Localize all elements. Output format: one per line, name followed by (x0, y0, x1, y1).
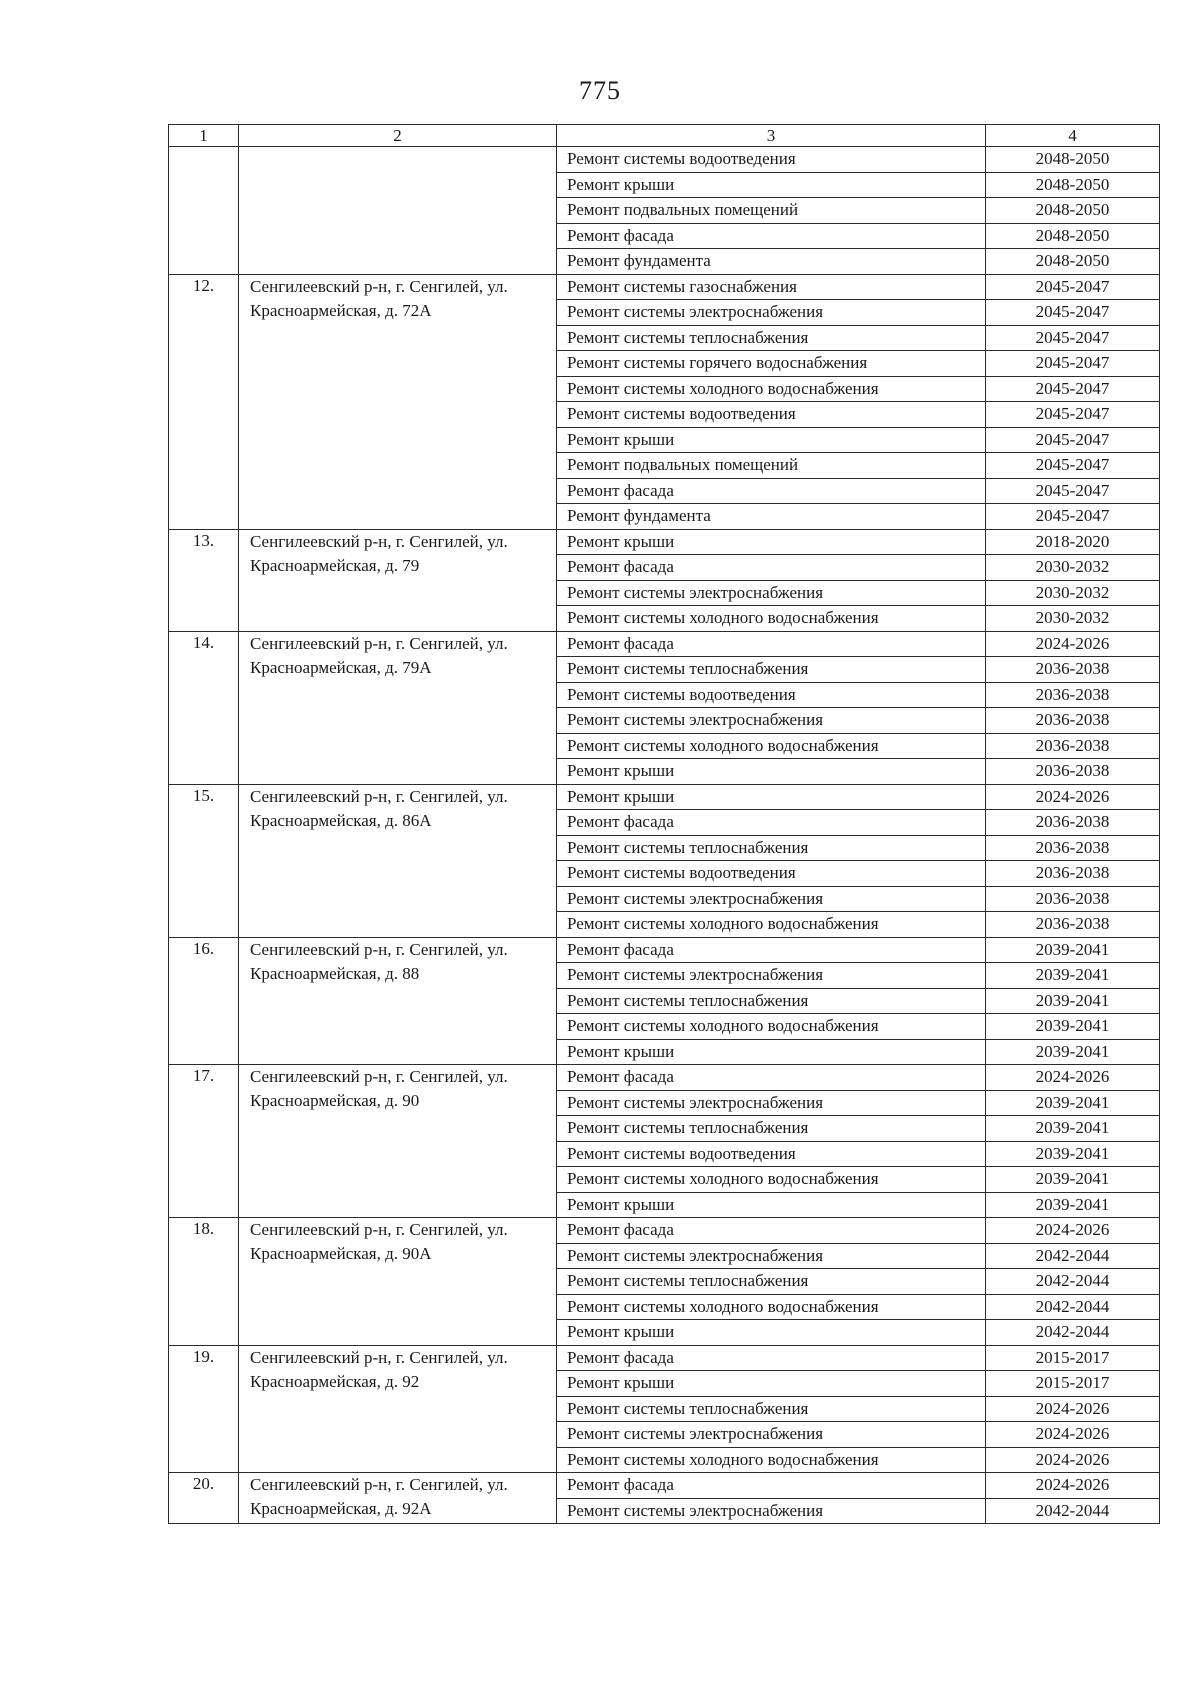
row-number-cell: 15. (169, 784, 239, 937)
period-cell: 2042-2044 (986, 1498, 1160, 1524)
work-type-cell: Ремонт фасада (557, 1345, 986, 1371)
period-cell: 2042-2044 (986, 1294, 1160, 1320)
work-type-cell: Ремонт системы водоотведения (557, 147, 986, 173)
work-type-cell: Ремонт системы электроснабжения (557, 1422, 986, 1448)
work-type-cell: Ремонт системы электроснабжения (557, 708, 986, 734)
table-row (169, 529, 1160, 555)
period-cell: 2024-2026 (986, 1447, 1160, 1473)
work-type-cell: Ремонт фасада (557, 937, 986, 963)
period-cell: 2036-2038 (986, 912, 1160, 938)
work-type-cell: Ремонт системы электроснабжения (557, 963, 986, 989)
period-cell: 2045-2047 (986, 453, 1160, 479)
work-type-cell: Ремонт фундамента (557, 504, 986, 530)
work-type-cell: Ремонт системы теплоснабжения (557, 657, 986, 683)
period-cell: 2036-2038 (986, 861, 1160, 887)
period-cell: 2042-2044 (986, 1320, 1160, 1346)
period-cell: 2045-2047 (986, 427, 1160, 453)
period-cell: 2042-2044 (986, 1243, 1160, 1269)
period-cell: 2015-2017 (986, 1371, 1160, 1397)
period-cell: 2036-2038 (986, 733, 1160, 759)
table-row (169, 631, 1160, 657)
period-cell: 2048-2050 (986, 172, 1160, 198)
work-type-cell: Ремонт системы холодного водоснабжения (557, 606, 986, 632)
row-number-cell: 18. (169, 1218, 239, 1346)
column-header-1: 1 (169, 125, 239, 147)
table-body (169, 147, 1160, 1524)
work-type-cell: Ремонт системы электроснабжения (557, 886, 986, 912)
work-type-cell: Ремонт системы холодного водоснабжения (557, 1014, 986, 1040)
period-cell: 2024-2026 (986, 1422, 1160, 1448)
period-cell: 2039-2041 (986, 1167, 1160, 1193)
work-type-cell: Ремонт крыши (557, 759, 986, 785)
work-type-cell: Ремонт подвальных помещений (557, 198, 986, 224)
address-cell: Сенгилеевский р-н, г. Сенгилей, ул. Красноармейская, д. 86А (239, 784, 557, 937)
work-type-cell: Ремонт крыши (557, 172, 986, 198)
table-row (169, 274, 1160, 300)
address-cell: Сенгилеевский р-н, г. Сенгилей, ул. Красноармейская, д. 92А (239, 1473, 557, 1524)
work-type-cell: Ремонт крыши (557, 1371, 986, 1397)
period-cell: 2036-2038 (986, 810, 1160, 836)
address-cell: Сенгилеевский р-н, г. Сенгилей, ул. Красноармейская, д. 88 (239, 937, 557, 1065)
period-cell: 2039-2041 (986, 1090, 1160, 1116)
period-cell: 2036-2038 (986, 759, 1160, 785)
period-cell: 2045-2047 (986, 478, 1160, 504)
address-cell: Сенгилеевский р-н, г. Сенгилей, ул. Красноармейская, д. 72А (239, 274, 557, 529)
work-type-cell: Ремонт крыши (557, 1039, 986, 1065)
work-type-cell: Ремонт системы теплоснабжения (557, 1116, 986, 1142)
period-cell: 2045-2047 (986, 274, 1160, 300)
work-type-cell: Ремонт системы теплоснабжения (557, 1396, 986, 1422)
row-number-cell: 14. (169, 631, 239, 784)
work-type-cell: Ремонт системы холодного водоснабжения (557, 376, 986, 402)
period-cell: 2030-2032 (986, 580, 1160, 606)
address-cell: Сенгилеевский р-н, г. Сенгилей, ул. Красноармейская, д. 90А (239, 1218, 557, 1346)
period-cell: 2036-2038 (986, 657, 1160, 683)
row-number-cell: 19. (169, 1345, 239, 1473)
work-type-cell: Ремонт фасада (557, 223, 986, 249)
period-cell: 2048-2050 (986, 223, 1160, 249)
work-type-cell: Ремонт системы теплоснабжения (557, 835, 986, 861)
work-type-cell: Ремонт системы холодного водоснабжения (557, 733, 986, 759)
period-cell: 2024-2026 (986, 1473, 1160, 1499)
address-cell: Сенгилеевский р-н, г. Сенгилей, ул. Красноармейская, д. 79 (239, 529, 557, 631)
work-type-cell: Ремонт крыши (557, 1320, 986, 1346)
table-row (169, 1473, 1160, 1499)
work-type-cell: Ремонт системы горячего водоснабжения (557, 351, 986, 377)
period-cell: 2045-2047 (986, 504, 1160, 530)
work-type-cell: Ремонт системы электроснабжения (557, 300, 986, 326)
period-cell: 2048-2050 (986, 198, 1160, 224)
period-cell: 2045-2047 (986, 376, 1160, 402)
period-cell: 2048-2050 (986, 147, 1160, 173)
address-cell: Сенгилеевский р-н, г. Сенгилей, ул. Красноармейская, д. 92 (239, 1345, 557, 1473)
work-type-cell: Ремонт системы холодного водоснабжения (557, 1447, 986, 1473)
row-number-cell: 13. (169, 529, 239, 631)
table-header-row (169, 125, 1160, 147)
column-header-2: 2 (239, 125, 557, 147)
work-type-cell: Ремонт системы холодного водоснабжения (557, 1167, 986, 1193)
period-cell: 2039-2041 (986, 1141, 1160, 1167)
work-type-cell: Ремонт системы теплоснабжения (557, 1269, 986, 1295)
work-type-cell: Ремонт системы водоотведения (557, 1141, 986, 1167)
work-type-cell: Ремонт крыши (557, 1192, 986, 1218)
period-cell: 2015-2017 (986, 1345, 1160, 1371)
work-type-cell: Ремонт крыши (557, 427, 986, 453)
period-cell: 2024-2026 (986, 631, 1160, 657)
column-header-3: 3 (557, 125, 986, 147)
period-cell: 2030-2032 (986, 606, 1160, 632)
period-cell: 2024-2026 (986, 1218, 1160, 1244)
work-type-cell: Ремонт системы водоотведения (557, 861, 986, 887)
table-row (169, 937, 1160, 963)
work-type-cell: Ремонт фасада (557, 1065, 986, 1091)
work-type-cell: Ремонт фасада (557, 810, 986, 836)
work-type-cell: Ремонт системы холодного водоснабжения (557, 1294, 986, 1320)
row-number-cell: 16. (169, 937, 239, 1065)
period-cell: 2039-2041 (986, 1116, 1160, 1142)
work-type-cell: Ремонт системы электроснабжения (557, 1498, 986, 1524)
work-type-cell: Ремонт фасада (557, 1218, 986, 1244)
work-type-cell: Ремонт системы водоотведения (557, 402, 986, 428)
work-type-cell: Ремонт системы электроснабжения (557, 1090, 986, 1116)
period-cell: 2039-2041 (986, 937, 1160, 963)
row-number-cell: 12. (169, 274, 239, 529)
work-type-cell: Ремонт фасада (557, 555, 986, 581)
work-type-cell: Ремонт системы теплоснабжения (557, 325, 986, 351)
page-number: 775 (579, 76, 621, 105)
period-cell: 2039-2041 (986, 988, 1160, 1014)
period-cell: 2018-2020 (986, 529, 1160, 555)
row-number-cell: 17. (169, 1065, 239, 1218)
row-number-cell: 20. (169, 1473, 239, 1524)
period-cell: 2045-2047 (986, 325, 1160, 351)
period-cell: 2039-2041 (986, 1014, 1160, 1040)
period-cell: 2024-2026 (986, 784, 1160, 810)
address-cell (239, 147, 557, 275)
work-type-cell: Ремонт фасада (557, 478, 986, 504)
period-cell: 2039-2041 (986, 963, 1160, 989)
table-row (169, 1345, 1160, 1371)
work-type-cell: Ремонт системы теплоснабжения (557, 988, 986, 1014)
work-type-cell: Ремонт системы электроснабжения (557, 580, 986, 606)
table-row (169, 1065, 1160, 1091)
work-type-cell: Ремонт фасада (557, 1473, 986, 1499)
period-cell: 2024-2026 (986, 1396, 1160, 1422)
period-cell: 2048-2050 (986, 249, 1160, 275)
work-type-cell: Ремонт фасада (557, 631, 986, 657)
period-cell: 2036-2038 (986, 835, 1160, 861)
work-type-cell: Ремонт крыши (557, 529, 986, 555)
period-cell: 2045-2047 (986, 351, 1160, 377)
period-cell: 2039-2041 (986, 1192, 1160, 1218)
period-cell: 2045-2047 (986, 300, 1160, 326)
work-type-cell: Ремонт системы газоснабжения (557, 274, 986, 300)
work-type-cell: Ремонт подвальных помещений (557, 453, 986, 479)
period-cell: 2045-2047 (986, 402, 1160, 428)
table-row (169, 784, 1160, 810)
repair-schedule-table (168, 124, 1160, 1524)
period-cell: 2042-2044 (986, 1269, 1160, 1295)
period-cell: 2036-2038 (986, 708, 1160, 734)
period-cell: 2039-2041 (986, 1039, 1160, 1065)
work-type-cell: Ремонт фундамента (557, 249, 986, 275)
work-type-cell: Ремонт системы холодного водоснабжения (557, 912, 986, 938)
period-cell: 2036-2038 (986, 682, 1160, 708)
address-cell: Сенгилеевский р-н, г. Сенгилей, ул. Красноармейская, д. 79А (239, 631, 557, 784)
work-type-cell: Ремонт системы электроснабжения (557, 1243, 986, 1269)
row-number-cell (169, 147, 239, 275)
period-cell: 2030-2032 (986, 555, 1160, 581)
table-row (169, 147, 1160, 173)
work-type-cell: Ремонт системы водоотведения (557, 682, 986, 708)
address-cell: Сенгилеевский р-н, г. Сенгилей, ул. Красноармейская, д. 90 (239, 1065, 557, 1218)
table-row (169, 1218, 1160, 1244)
column-header-4: 4 (986, 125, 1160, 147)
period-cell: 2036-2038 (986, 886, 1160, 912)
work-type-cell: Ремонт крыши (557, 784, 986, 810)
period-cell: 2024-2026 (986, 1065, 1160, 1091)
